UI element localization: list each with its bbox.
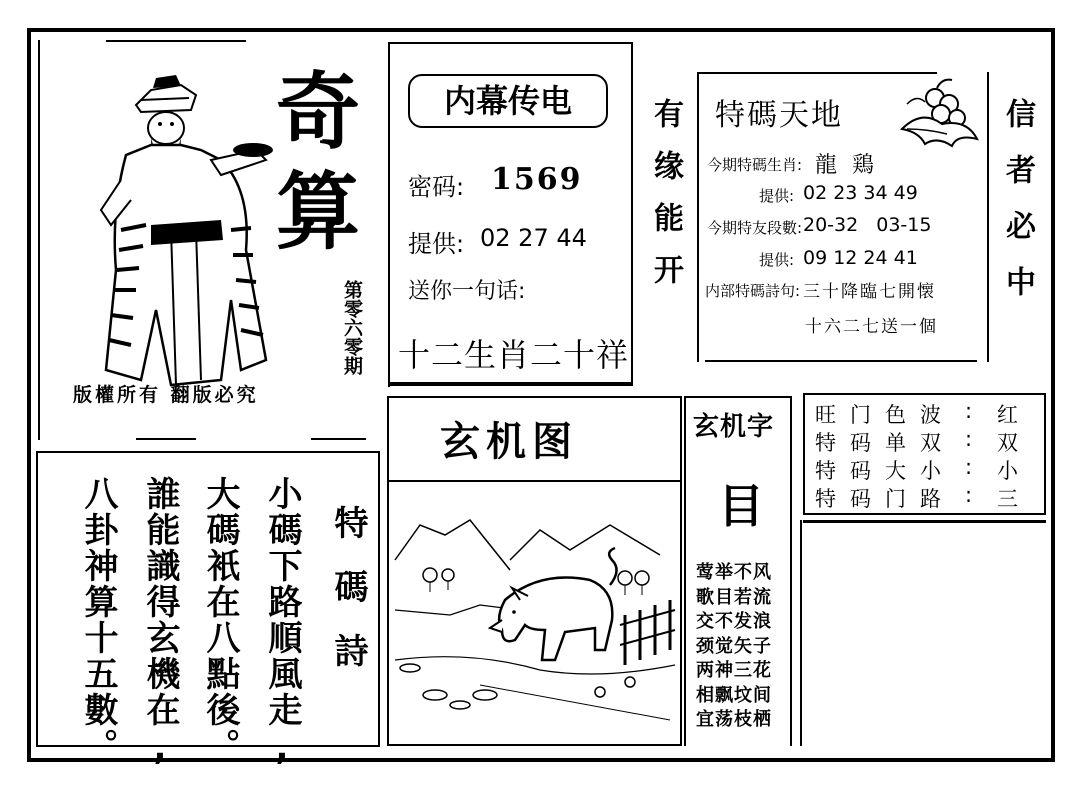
neimu-header: 内幕传电 <box>408 74 608 128</box>
poem-column-1: 小碼下路順風走, <box>262 476 302 770</box>
poem-column-2: 大碼衹在八點後。 <box>200 476 240 764</box>
info-row-label: 特码大小 <box>815 459 955 483</box>
provide-label: 提供: <box>408 230 465 258</box>
poem-line2: 十六二七送一個 <box>805 317 938 337</box>
xuanjizi-line: 颈觉矢子 <box>696 635 772 657</box>
tedi-title: 特碼天地 <box>715 98 843 133</box>
xuanjizi-line: 莺举不风 <box>696 562 772 583</box>
title-char-suan: 算 <box>276 163 361 261</box>
xuanjizi-line: 相飘坟间 <box>696 684 772 706</box>
youyuan-text: 有缘能开 <box>648 98 683 306</box>
grape-leaf-decoration <box>897 74 983 154</box>
poem-line1: 三十降臨七開懐 <box>803 282 936 302</box>
info-colon: : <box>965 483 973 507</box>
pig-landscape-illustration <box>390 500 680 745</box>
info-row-value: 三 <box>997 487 1018 511</box>
xuanjizi-line: 交不发浪 <box>696 611 772 632</box>
neimu-panel <box>388 42 633 387</box>
provide-value: 02 27 44 <box>480 224 587 252</box>
xuanjizi-line: 两神三花 <box>696 660 772 681</box>
info-row <box>815 483 1040 511</box>
info-row <box>815 455 1040 483</box>
info-colon: : <box>965 427 973 451</box>
copyright-text: 版權所有 翻版必究 <box>73 384 259 406</box>
gift-label: 送你一句话: <box>408 279 526 304</box>
xuanjitu-title: 玄机图 <box>440 419 578 465</box>
zodiac-value: 龍 鶏 <box>815 153 878 178</box>
info-colon: : <box>965 455 973 479</box>
provide1-value: 02 23 34 49 <box>803 182 918 204</box>
info-colon: : <box>965 399 973 423</box>
poem-title: 特碼詩 <box>328 505 368 697</box>
info-row-label: 旺门色波 <box>815 403 955 427</box>
info-table <box>803 393 1046 515</box>
code-value: 1569 <box>491 162 583 197</box>
info-underline <box>803 520 1046 523</box>
provide2-value: 09 12 24 41 <box>803 247 918 269</box>
range-value: 20-32 03-15 <box>803 214 932 236</box>
xuanjizi-right-frame <box>800 520 802 746</box>
info-row-label: 特码门路 <box>815 487 955 511</box>
info-row <box>815 427 1040 455</box>
poem-column-3: 誰能識得玄機在, <box>140 476 180 770</box>
xinzhe-text: 信者必中 <box>1000 98 1035 322</box>
title-char-qi: 奇 <box>276 63 361 161</box>
xuanjizi-line: 宜荡枝栖 <box>696 709 772 730</box>
provide1-label: 提供: <box>759 187 795 205</box>
lucky-phrase: 十二生肖二十祥 <box>398 336 630 374</box>
range-label: 今期特友段數: <box>707 219 803 237</box>
tedi-panel <box>697 72 995 362</box>
info-row <box>815 399 1040 427</box>
xuanjitu-title-divider <box>387 480 682 482</box>
info-row-value: 红 <box>997 403 1018 427</box>
provide2-label: 提供: <box>759 251 795 269</box>
info-row-value: 小 <box>997 459 1018 483</box>
poem-label: 内部特碼詩句: <box>705 282 801 300</box>
zodiac-label: 今期特碼生肖: <box>707 156 803 174</box>
code-label: 密码: <box>408 173 465 201</box>
xuanjizi-title: 玄机字 <box>693 412 775 442</box>
poem-column-4: 八卦神算十五數。 <box>78 476 118 764</box>
xuanjizi-lines <box>696 558 796 730</box>
xuanjizi-line: 歌目若流 <box>696 586 772 608</box>
god-figure-illustration <box>81 50 281 390</box>
info-row-value: 双 <box>997 431 1018 455</box>
info-row-label: 特码单双 <box>815 431 955 455</box>
left-top-panel <box>36 40 381 440</box>
xuanjizi-char: 目 <box>718 479 764 533</box>
issue-label: 第零六零期 <box>341 280 363 375</box>
